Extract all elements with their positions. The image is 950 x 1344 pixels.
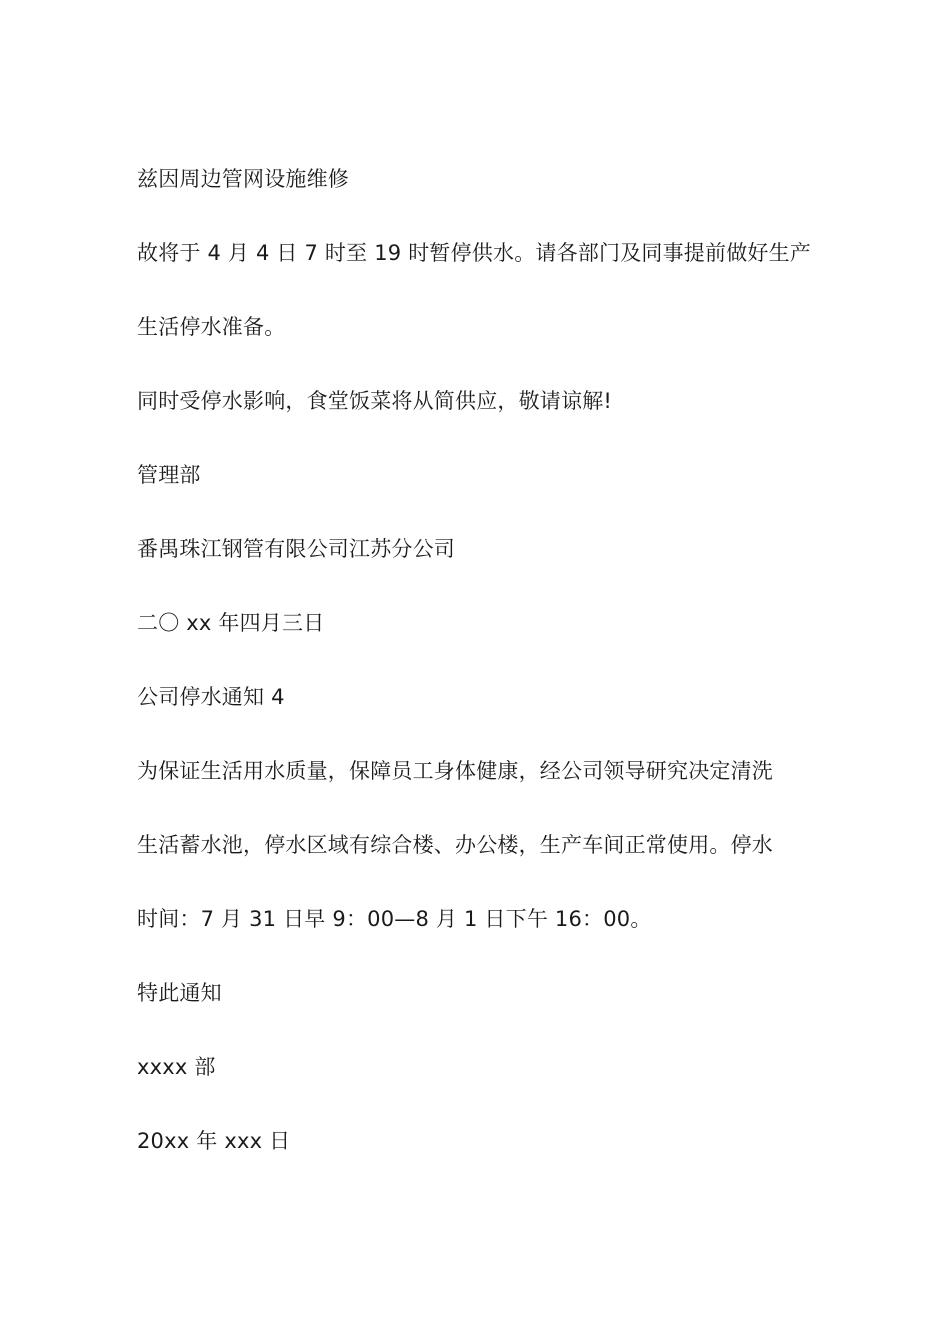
notice-4-time: 时间：7 月 31 日早 9：00—8 月 1 日下午 16：00。 bbox=[137, 907, 652, 931]
notice-4-area: 生活蓄水池，停水区域有综合楼、办公楼，生产车间正常使用。停水 bbox=[137, 833, 773, 857]
notice-1-reason: 兹因周边管网设施维修 bbox=[137, 167, 349, 191]
notice-4-closing: 特此通知 bbox=[137, 981, 222, 1005]
notice-1-department: 管理部 bbox=[137, 463, 201, 487]
notice-1-company: 番禺珠江钢管有限公司江苏分公司 bbox=[137, 537, 455, 561]
notice-1-date: 二〇 xx 年四月三日 bbox=[137, 611, 325, 635]
notice-1-canteen-note: 同时受停水影响，食堂饭菜将从简供应，敬请谅解! bbox=[137, 389, 613, 413]
notice-1-schedule: 故将于 4 月 4 日 7 时至 19 时暂停供水。请各部门及同事提前做好生产 bbox=[137, 241, 812, 265]
notice-4-date: 20xx 年 xxx 日 bbox=[137, 1129, 291, 1153]
document-body bbox=[137, 142, 827, 1178]
notice-4-title: 公司停水通知 4 bbox=[137, 685, 285, 709]
notice-1-schedule-continued: 生活停水准备。 bbox=[137, 315, 286, 339]
notice-4-department: xxxx 部 bbox=[137, 1055, 216, 1079]
notice-4-purpose: 为保证生活用水质量，保障员工身体健康，经公司领导研究决定清洗 bbox=[137, 759, 773, 783]
